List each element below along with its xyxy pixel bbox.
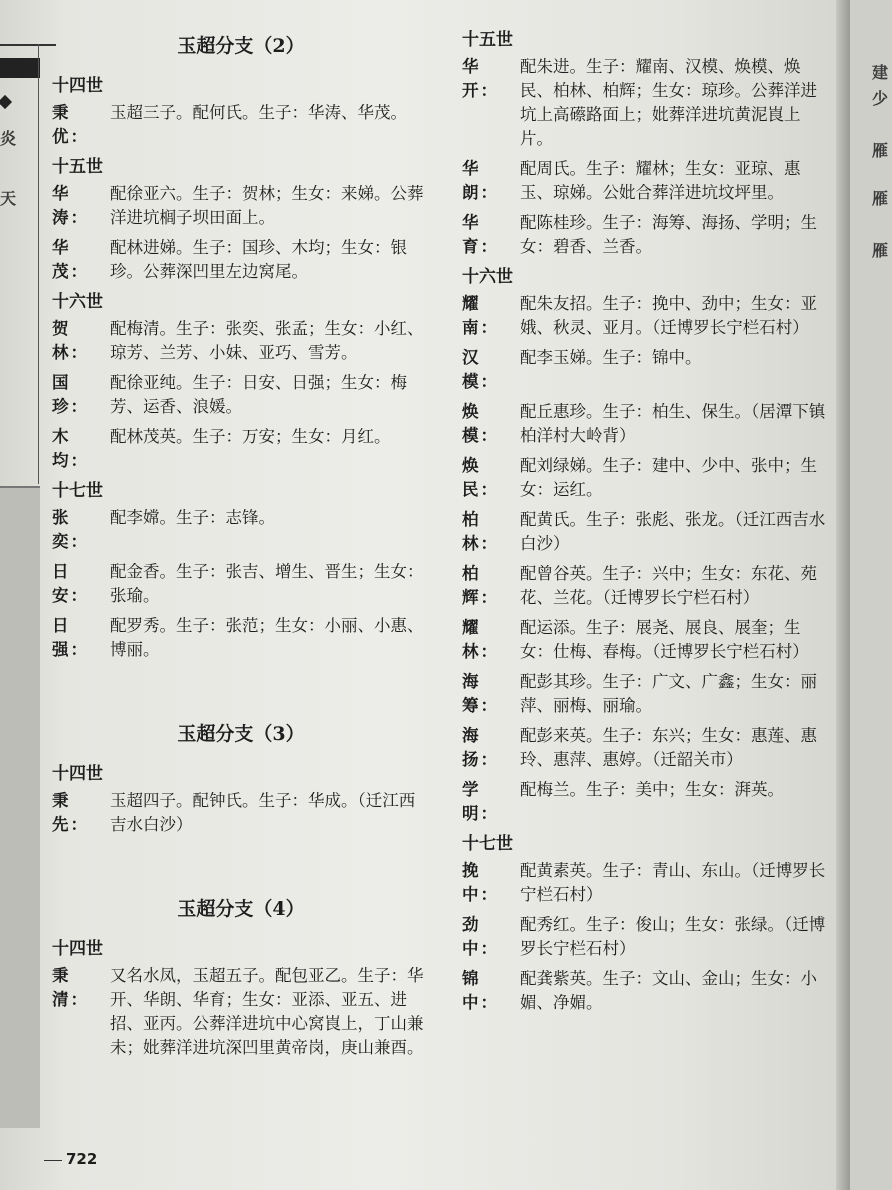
page-number-rule xyxy=(44,1160,62,1161)
person-description: 又名水凤，玉超五子。配包亚乙。生子：华开、华朗、华育；生女：亚添、亚五、进招、亚丙。公葬洋进坑中心窝崀上，丁山兼未；妣葬洋进坑深凹里黄帝岗，庚山兼酉。 xyxy=(110,966,424,1057)
person-description: 配黄氏。生子：张彪、张龙。（迁江西吉水白沙） xyxy=(520,510,826,553)
person-description: 配李嫦。生子：志锋。 xyxy=(110,508,275,527)
person-description: 配罗秀。生子：张范；生女：小丽、小惠、博丽。 xyxy=(110,616,424,659)
person-description: 配彭来英。生子：东兴；生女：惠莲、惠玲、惠萍、惠婷。（迁韶关市） xyxy=(520,726,817,769)
genealogy-entry xyxy=(52,614,430,662)
generation-heading: 十六世 xyxy=(462,267,513,287)
person-name: 汉 模： xyxy=(462,348,499,391)
genealogy-entry xyxy=(462,211,830,259)
person-description: 配彭其珍。生子：广文、广鑫；生女：丽萍、丽梅、丽瑜。 xyxy=(520,672,817,715)
generation-heading: 十五世 xyxy=(462,30,513,50)
person-name: 华 朗： xyxy=(462,159,499,202)
person-name: 柏 辉： xyxy=(462,564,499,607)
section-title: 玉超分支（4） xyxy=(177,898,305,920)
generation-heading: 十四世 xyxy=(52,76,103,96)
genealogy-entry xyxy=(52,964,430,1060)
next-page-edge xyxy=(850,0,892,1190)
genealogy-entry xyxy=(52,506,430,554)
person-name: 海 扬： xyxy=(462,726,499,769)
person-description: 配秀红。生子：俊山；生女：张绿。（迁博罗长宁栏石村） xyxy=(520,915,826,958)
person-description: 配徐亚纯。生子：日安、日强；生女：梅芳、运香、浪媛。 xyxy=(110,373,407,416)
person-description: 配龚紫英。生子：文山、金山；生女：小媚、净媚。 xyxy=(520,969,817,1012)
genealogy-entry xyxy=(462,670,830,718)
cut-off-char: 雁 xyxy=(872,241,889,260)
genealogy-entry xyxy=(462,346,830,394)
person-name: 耀 林： xyxy=(462,618,499,661)
margin-rule xyxy=(0,44,56,46)
left-column xyxy=(52,28,430,1066)
genealogy-entry xyxy=(462,55,830,151)
person-name: 秉 先： xyxy=(52,791,89,834)
genealogy-entry xyxy=(462,292,830,340)
genealogy-entry xyxy=(462,967,830,1015)
person-name: 柏 林： xyxy=(462,510,499,553)
section-spacer xyxy=(52,668,430,716)
genealogy-entry xyxy=(52,560,430,608)
generation-heading: 十七世 xyxy=(52,481,103,501)
person-description: 玉超三子。配何氏。生子：华涛、华茂。 xyxy=(110,103,407,122)
person-description: 配曾谷英。生子：兴中；生女：东花、苑花、兰花。（迁博罗长宁栏石村） xyxy=(520,564,817,607)
person-description: 配徐亚六。生子：贺林；生女：来娣。公葬洋进坑榈子坝田面上。 xyxy=(110,184,424,227)
person-name: 学 明： xyxy=(462,780,499,823)
person-description: 配林茂英。生子：万安；生女：月红。 xyxy=(110,427,391,446)
section-spacer xyxy=(52,843,430,891)
person-name: 焕 模： xyxy=(462,402,499,445)
cut-off-char: 少 xyxy=(872,89,889,108)
cut-off-char: 雁 xyxy=(872,141,889,160)
genealogy-entry xyxy=(52,425,430,473)
person-description: 配梅清。生子：张奕、张孟；生女：小红、琼芳、兰芳、小妹、亚巧、雪芳。 xyxy=(110,319,424,362)
person-description: 配丘惠珍。生子：柏生、保生。（居潭下镇柏洋村大岭背） xyxy=(520,402,826,445)
person-name: 贺 林： xyxy=(52,319,89,362)
genealogy-entry xyxy=(462,400,830,448)
genealogy-entry xyxy=(52,101,430,149)
margin-gray-panel xyxy=(0,486,40,1128)
person-name: 秉 清： xyxy=(52,966,89,1009)
right-column xyxy=(462,24,830,1021)
cut-off-char: 炎 xyxy=(0,129,17,148)
section-title: 玉超分支（3） xyxy=(177,723,305,745)
person-name: 华 育： xyxy=(462,213,499,256)
genealogy-entry xyxy=(462,724,830,772)
generation-heading: 十四世 xyxy=(52,764,103,784)
person-name: 木 均： xyxy=(52,427,89,470)
page-number: 722 xyxy=(66,1150,98,1168)
person-name: 日 强： xyxy=(52,616,89,659)
genealogy-entry xyxy=(462,562,830,610)
person-name: 张 奕： xyxy=(52,508,89,551)
genealogy-entry xyxy=(462,778,830,826)
genealogy-entry xyxy=(52,317,430,365)
person-name: 华 茂： xyxy=(52,238,89,281)
person-description: 配朱进。生子：耀南、汉模、焕模、焕民、柏林、柏辉；生女：琼珍。公葬洋进坑上高礤路面上；妣葬洋进坑黄泥崀上片。 xyxy=(520,57,817,148)
generation-heading: 十四世 xyxy=(52,939,103,959)
person-description: 配林进娣。生子：国珍、木均；生女：银珍。公葬深凹里左边窝尾。 xyxy=(110,238,407,281)
margin-black-bar xyxy=(0,58,40,78)
person-name: 华 涛： xyxy=(52,184,89,227)
person-name: 日 安： xyxy=(52,562,89,605)
generation-heading: 十七世 xyxy=(462,834,513,854)
margin-vertical-line xyxy=(38,44,39,484)
person-name: 海 筹： xyxy=(462,672,499,715)
cut-off-char: 天 xyxy=(0,189,17,208)
cut-off-char: 雁 xyxy=(872,189,889,208)
person-description: 配陈桂珍。生子：海筹、海扬、学明；生女：碧香、兰香。 xyxy=(520,213,817,256)
person-description: 配朱友招。生子：挽中、劲中；生女：亚娥、秋灵、亚月。（迁博罗长宁栏石村） xyxy=(520,294,817,337)
genealogy-entry xyxy=(462,508,830,556)
genealogy-entry xyxy=(52,371,430,419)
genealogy-entry xyxy=(462,454,830,502)
person-description: 配李玉娣。生子：锦中。 xyxy=(520,348,702,367)
page-gutter xyxy=(836,0,850,1190)
genealogy-entry xyxy=(462,859,830,907)
person-description: 配运添。生子：展尧、展良、展奎；生女：仕梅、春梅。（迁博罗长宁栏石村） xyxy=(520,618,809,661)
genealogy-entry xyxy=(52,182,430,230)
person-name: 耀 南： xyxy=(462,294,499,337)
person-name: 国 珍： xyxy=(52,373,89,416)
person-description: 配黄素英。生子：青山、东山。（迁博罗长宁栏石村） xyxy=(520,861,826,904)
genealogy-entry xyxy=(462,157,830,205)
genealogy-entry xyxy=(462,616,830,664)
person-description: 玉超四子。配钟氏。生子：华成。（迁江西吉水白沙） xyxy=(110,791,416,834)
generation-heading: 十五世 xyxy=(52,157,103,177)
person-description: 配周氏。生子：耀林；生女：亚琼、惠玉、琼娣。公妣合葬洋进坑坟坪里。 xyxy=(520,159,801,202)
person-name: 秉 优： xyxy=(52,103,89,146)
genealogy-entry xyxy=(52,789,430,837)
person-description: 配刘绿娣。生子：建中、少中、张中；生女：运红。 xyxy=(520,456,817,499)
person-name: 锦 中： xyxy=(462,969,499,1012)
generation-heading: 十六世 xyxy=(52,292,103,312)
person-description: 配金香。生子：张吉、增生、晋生；生女：张瑜。 xyxy=(110,562,424,605)
person-name: 焕 民： xyxy=(462,456,499,499)
section-title: 玉超分支（2） xyxy=(177,35,305,57)
person-name: 华 开： xyxy=(462,57,499,100)
person-description: 配梅兰。生子：美中；生女：湃英。 xyxy=(520,780,784,799)
genealogy-entry xyxy=(52,236,430,284)
person-name: 挽 中： xyxy=(462,861,499,904)
genealogy-entry xyxy=(462,913,830,961)
person-name: 劲 中： xyxy=(462,915,499,958)
cut-off-char: 建 xyxy=(872,63,889,82)
